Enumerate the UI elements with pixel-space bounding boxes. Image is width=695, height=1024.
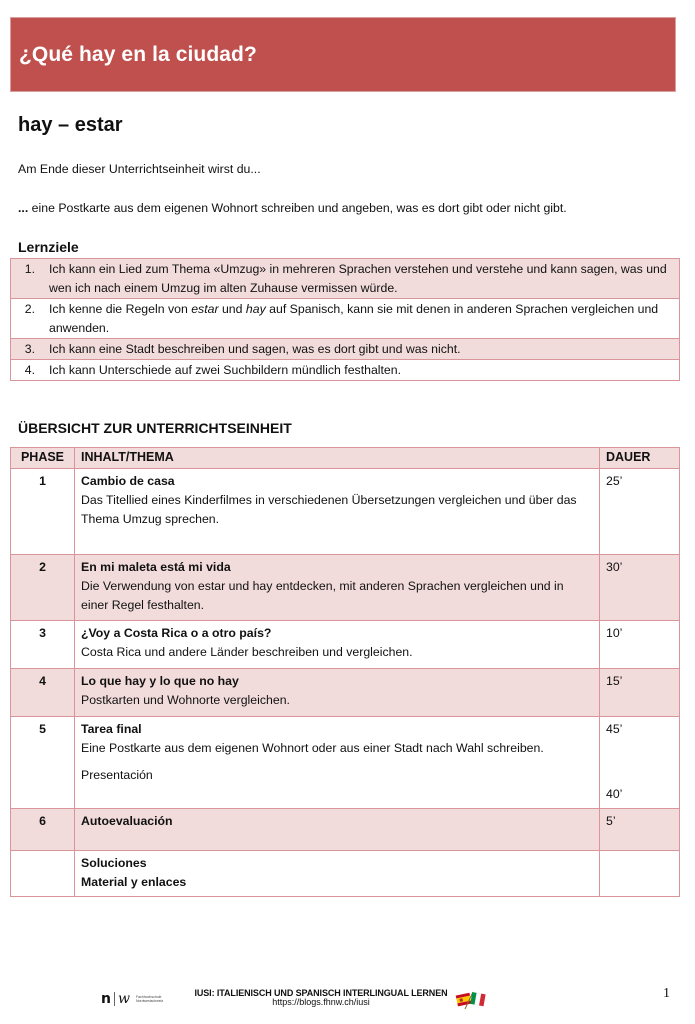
phase-cell (11, 851, 75, 897)
column-header-inhalt: INHALT/THEMA (75, 448, 600, 469)
iusi-branding (190, 988, 452, 1007)
emphasis-estar: estar (191, 302, 219, 316)
logo-text-line: Fachhochschule (135, 995, 162, 999)
duration-value: 45’ (606, 722, 623, 736)
content-cell (75, 851, 600, 897)
list-item-number: 4. (24, 363, 35, 377)
table-row (11, 555, 680, 621)
topic-title: Autoevaluación (81, 814, 173, 828)
spain-italy-flags-icon (455, 989, 487, 1011)
list-item-number: 3. (24, 342, 35, 356)
content-cell (75, 809, 600, 851)
list-item (11, 299, 679, 339)
iusi-title: IUSI: ITALIENISCH UND SPANISCH INTERLINGUAL LERNEN (194, 988, 448, 998)
content-cell (75, 555, 600, 621)
duration-cell (600, 717, 680, 809)
column-header-phase: PHASE (11, 448, 75, 469)
table-row (11, 851, 680, 897)
phase-cell: 1 (11, 469, 75, 555)
content-cell (75, 469, 600, 555)
table-row (11, 669, 680, 717)
goal-body: eine Postkarte aus dem eigenen Wohnort schreiben und angeben, was es dort gibt oder nicht gibt. (28, 201, 567, 215)
page-title: ¿Qué hay en la ciudad? (19, 42, 257, 66)
list-item (11, 259, 679, 299)
overview-table (10, 447, 680, 897)
page-number: 1 (663, 986, 670, 1001)
goal-text (18, 201, 567, 215)
material-link: Material y enlaces (81, 875, 187, 889)
list-item-number: 1. (24, 262, 35, 276)
table-row (11, 809, 680, 851)
content-cell (75, 621, 600, 669)
phase-cell: 6 (11, 809, 75, 851)
list-item (11, 360, 679, 380)
section-subtitle: hay – estar (18, 114, 123, 136)
emphasis-hay: hay (245, 302, 266, 316)
topic-title: Tarea final (81, 722, 142, 736)
topic-description: Die Verwendung von estar und hay entdecken, mit anderen Sprachen vergleichen und in einer Regel festhalten. (81, 579, 564, 612)
topic-title: ¿Voy a Costa Rica o a otro país? (81, 626, 272, 640)
learning-goals-list (10, 258, 680, 381)
logo-n: n (101, 991, 111, 1007)
table-row (11, 717, 680, 809)
topic-description: Postkarten und Wohnorte vergleichen. (81, 693, 290, 707)
duration-cell: 15’ (600, 669, 680, 717)
iusi-url: https://blogs.fhnw.ch/iusi (272, 997, 370, 1007)
topic-description: Eine Postkarte aus dem eigenen Wohnort oder aus einer Stadt nach Wahl schreiben. (81, 741, 544, 755)
text-fragment: und (218, 302, 246, 316)
fhnw-logo (101, 991, 163, 1007)
topic-title: Cambio de casa (81, 474, 175, 488)
intro-text: Am Ende dieser Unterrichtseinheit wirst du... (18, 162, 261, 176)
column-header-dauer: DAUER (600, 448, 680, 469)
list-item-number: 2. (24, 302, 35, 316)
page-footer (0, 982, 695, 1022)
logo-text-line: Nordwestschweiz (135, 999, 164, 1003)
phase-cell: 3 (11, 621, 75, 669)
topic-title: En mi maleta está mi vida (81, 560, 231, 574)
overview-heading: ÜBERSICHT ZUR UNTERRICHTSEINHEIT (18, 420, 292, 436)
phase-cell: 2 (11, 555, 75, 621)
text-fragment: Ich kenne die Regeln von (49, 302, 192, 316)
duration-cell: 10’ (600, 621, 680, 669)
list-item-text (49, 300, 671, 338)
soluciones-link: Soluciones (81, 856, 147, 870)
list-item-text: Ich kann ein Lied zum Thema «Umzug» in mehreren Sprachen verstehen und verstehe und kann sagen, was und wen ich nach einem Umzug im alten Zuhause vermissen würde. (49, 262, 667, 295)
duration-cell (600, 851, 680, 897)
duration-cell: 30’ (600, 555, 680, 621)
topic-extra: Presentación (81, 768, 153, 782)
list-item-text: Ich kann eine Stadt beschreiben und sagen, was es dort gibt und was nicht. (49, 342, 461, 356)
phase-cell: 5 (11, 717, 75, 809)
phase-cell: 4 (11, 669, 75, 717)
topic-description: Costa Rica und andere Länder beschreiben und vergleichen. (81, 645, 413, 659)
table-row (11, 469, 680, 555)
duration-cell: 5’ (600, 809, 680, 851)
lernziele-heading: Lernziele (18, 239, 79, 255)
topic-description: Das Titellied eines Kinderfilmes in verschiedenen Übersetzungen vergleichen und über das Thema Umzug sprechen. (81, 493, 577, 526)
table-row (11, 621, 680, 669)
duration-extra: 40’ (606, 787, 623, 801)
text-fragment: auf Spanisch, kann sie mit denen in anderen Sprachen vergleichen und anwenden. (49, 302, 659, 335)
title-banner (10, 17, 676, 92)
content-cell (75, 669, 600, 717)
duration-cell: 25’ (600, 469, 680, 555)
content-cell (75, 717, 600, 809)
logo-divider (114, 992, 115, 1006)
goal-ellipsis: ... (18, 201, 29, 215)
topic-title: Lo que hay y lo que no hay (81, 674, 239, 688)
logo-w: w (117, 991, 130, 1007)
logo-text (136, 995, 163, 1003)
table-header-row (11, 448, 680, 469)
list-item-text: Ich kann Unterschiede auf zwei Suchbildern mündlich festhalten. (49, 363, 402, 377)
list-item (11, 339, 679, 360)
